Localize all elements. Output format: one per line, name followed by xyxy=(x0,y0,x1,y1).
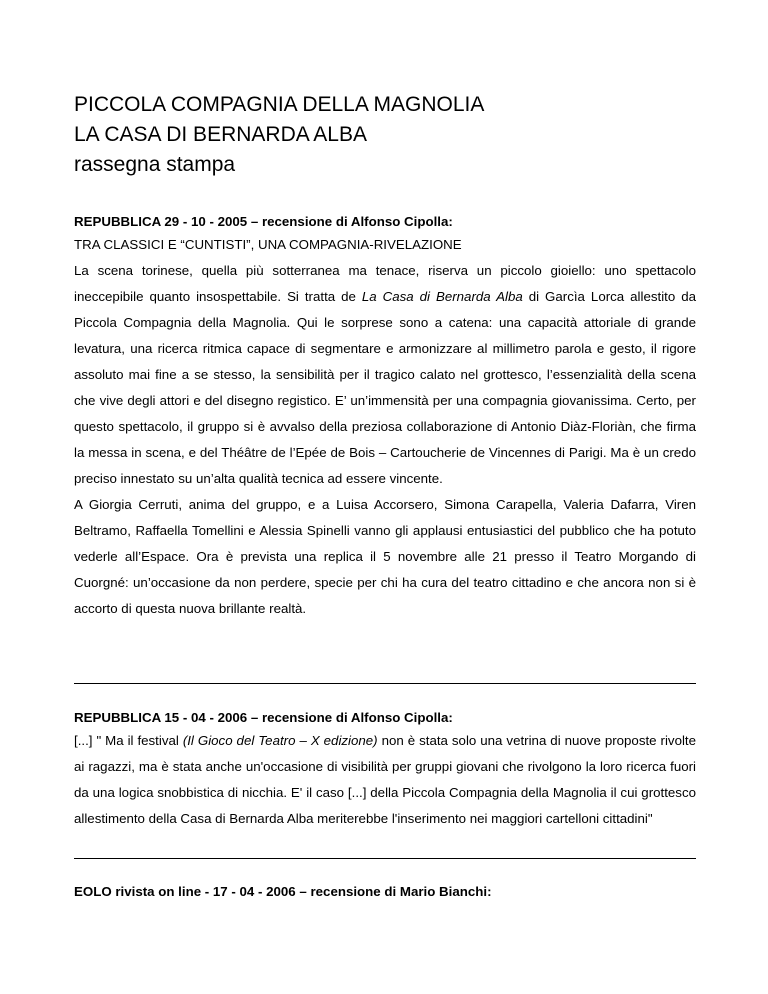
review-text: La scena torinese, quella più sotterranea ma tenace, riserva un piccolo gioiello: uno spettacolo ineccepibile quanto insospettabile. Si tratta de xyxy=(74,263,696,304)
document-title xyxy=(74,90,696,180)
review-paragraph xyxy=(74,258,696,492)
review-section-repubblica-2005 xyxy=(74,212,696,622)
review-headline: TRA CLASSICI E “CUNTISTI”, UNA COMPAGNIA-RIVELAZIONE xyxy=(74,237,462,252)
review-text-italic: (Il Gioco del Teatro – X edizione) xyxy=(182,733,378,748)
review-text: non è stata solo una vetrina di nuove proposte rivolte ai ragazzi, ma è stata anche un'occasione di visibilità per gruppi giovani che rivolgono la loro ricerca fuori da una logica snobbistica di nicchia. E' il caso [...] della Piccola Compagnia della Magnolia il cui grottesco allestimento della Casa di Bernarda Alba meriterebbe l'inserimento nei maggiori cartelloni cittadini" xyxy=(74,733,697,826)
review-paragraph: A Giorgia Cerruti, anima del gruppo, e a Luisa Accorsero, Simona Carapella, Valeria Dafarra, Viren Beltramo, Raffaella Tomellini e Alessia Spinelli vanno gli applausi entusiastici del pubblico che ha potuto vederle all’Espace. Ora è prevista una replica il 5 novembre alle 21 presso il Teatro Morgando di Cuorgné: un’occasione da non perdere, specie per chi ha cura del teatro cittadino e che ancora non si è accorto di questa nuova brillante realtà. xyxy=(74,497,696,616)
title-subtitle: rassegna stampa xyxy=(74,153,236,176)
title-show: LA CASA DI BERNARDA ALBA xyxy=(74,123,367,146)
review-text: [...] " Ma il festival xyxy=(74,733,183,748)
review-heading: REPUBBLICA 15 - 04 - 2006 – recensione di Alfonso Cipolla: xyxy=(74,710,453,725)
section-divider xyxy=(74,858,696,859)
review-section-eolo-2006 xyxy=(74,882,696,902)
review-text: di Garcìa Lorca allestito da Piccola Compagnia della Magnolia. Qui le sorprese sono a catena: una capacità attoriale di grande levatura, una ricerca ritmica capace di segmentare e armonizzare al millimetro parola e gesto, il rigore assoluto mai fine a se stesso, la sensibilità per il tragico calato nel grottesco, l’essenzialità della scena che vive degli attori e del disegno registico. E’ un’immensità per una compagnia giovanissima. Certo, per questo spettacolo, il gruppo si è avvalso della preziosa collaborazione di Antonio Diàz-Floriàn, che firma la messa in scena, e del Théâtre de l’Epée de Bois – Cartoucherie de Vincennes di Parigi. Ma è un credo preciso innestato su un’alta qualità tecnica ad essere vincente. xyxy=(74,289,696,486)
title-company: PICCOLA COMPAGNIA DELLA MAGNOLIA xyxy=(74,93,485,116)
review-paragraph xyxy=(74,728,696,832)
review-heading: EOLO rivista on line - 17 - 04 - 2006 – recensione di Mario Bianchi: xyxy=(74,884,492,899)
review-text-italic: La Casa di Bernarda Alba xyxy=(361,289,523,304)
section-divider xyxy=(74,683,696,684)
review-section-repubblica-2006 xyxy=(74,708,696,832)
review-heading: REPUBBLICA 29 - 10 - 2005 – recensione di Alfonso Cipolla: xyxy=(74,214,453,229)
